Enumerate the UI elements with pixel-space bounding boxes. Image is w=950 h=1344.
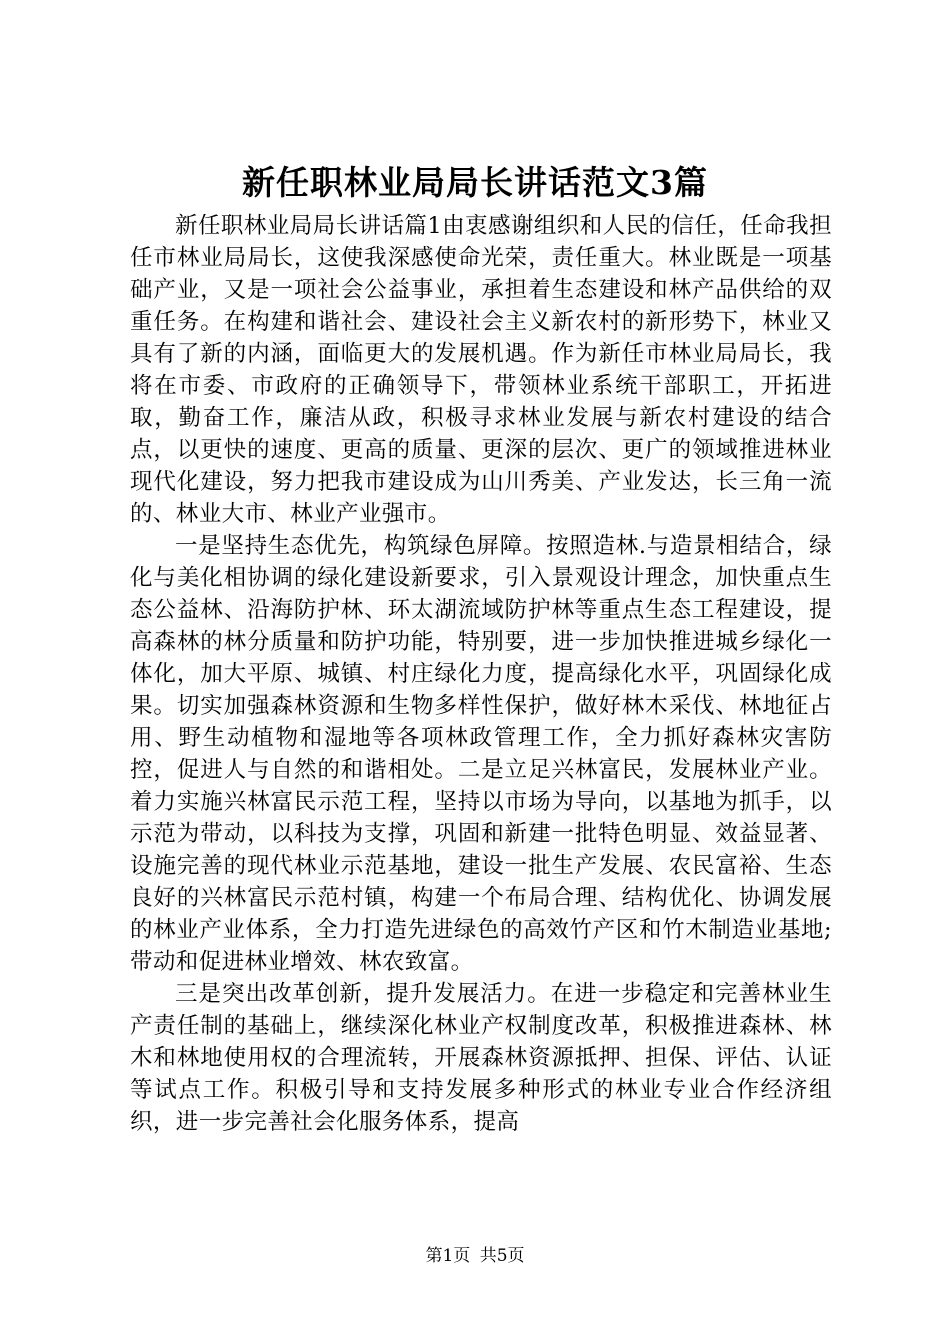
page-number: 第1页 (425, 1246, 471, 1266)
paragraph-1: 新任职林业局局长讲话篇1由衷感谢组织和人民的信任，任命我担任市林业局局长，这使我深感使命光荣，责任重大。林业既是一项基础产业，又是一项社会公益事业，承担着生态建设和林产品供给的双重任务。在构建和谐社会、建设社会主义新农村的新形势下，林业又具有了新的内涵，面临更大的发展机遇。作为新任市林业局局长，我将在市委、市政府的正确领导下，带领林业系统干部职工，开拓进取，勤奋工作，廉洁从政，积极寻求林业发展与新农村建设的结合点，以更快的速度、更高的质量、更深的层次、更广的领域推进林业现代化建设，努力把我市建设成为山川秀美、产业发达，长三角一流的、林业大市、林业产业强市。 (130, 213, 832, 527)
paragraph-3: 三是突出改革创新，提升发展活力。在进一步稳定和完善林业生产责任制的基础上，继续深化林业产权制度改革，积极推进森林、林木和林地使用权的合理流转，开展森林资源抵押、担保、评估、认证等试点工作。积极引导和支持发展多种形式的林业专业合作经济组织，进一步完善社会化服务体系，提高 (130, 981, 832, 1135)
document-body (130, 210, 832, 1138)
document-title: 新任职林业局局长讲话范文3篇 (242, 163, 708, 202)
page-total: 共5页 (479, 1246, 525, 1266)
page-footer (0, 1244, 950, 1268)
paragraph-2: 一是坚持生态优先，构筑绿色屏障。按照造林.与造景相结合，绿化与美化相协调的绿化建设新要求，引入景观设计理念，加快重点生态公益林、沿海防护林、环太湖流域防护林等重点生态工程建设，提高森林的林分质量和防护功能，特别要，进一步加快推进城乡绿化一体化，加大平原、城镇、村庄绿化力度，提高绿化水平，巩固绿化成果。切实加强森林资源和生物多样性保护，做好林木采伐、林地征占用、野生动植物和湿地等各项林政管理工作，全力抓好森林灾害防控，促进人与自然的和谐相处。二是立足兴林富民，发展林业产业。着力实施兴林富民示范工程，坚持以市场为导向，以基地为抓手，以示范为带动，以科技为支撑，巩固和新建一批特色明显、效益显著、设施完善的现代林业示范基地，建设一批生产发展、农民富裕、生态良好的兴林富民示范村镇，构建一个布局合理、结构优化、协调发展的林业产业体系，全力打造先进绿色的高效竹产区和竹木制造业基地;带动和促进林业增效、林农致富。 (130, 533, 832, 975)
